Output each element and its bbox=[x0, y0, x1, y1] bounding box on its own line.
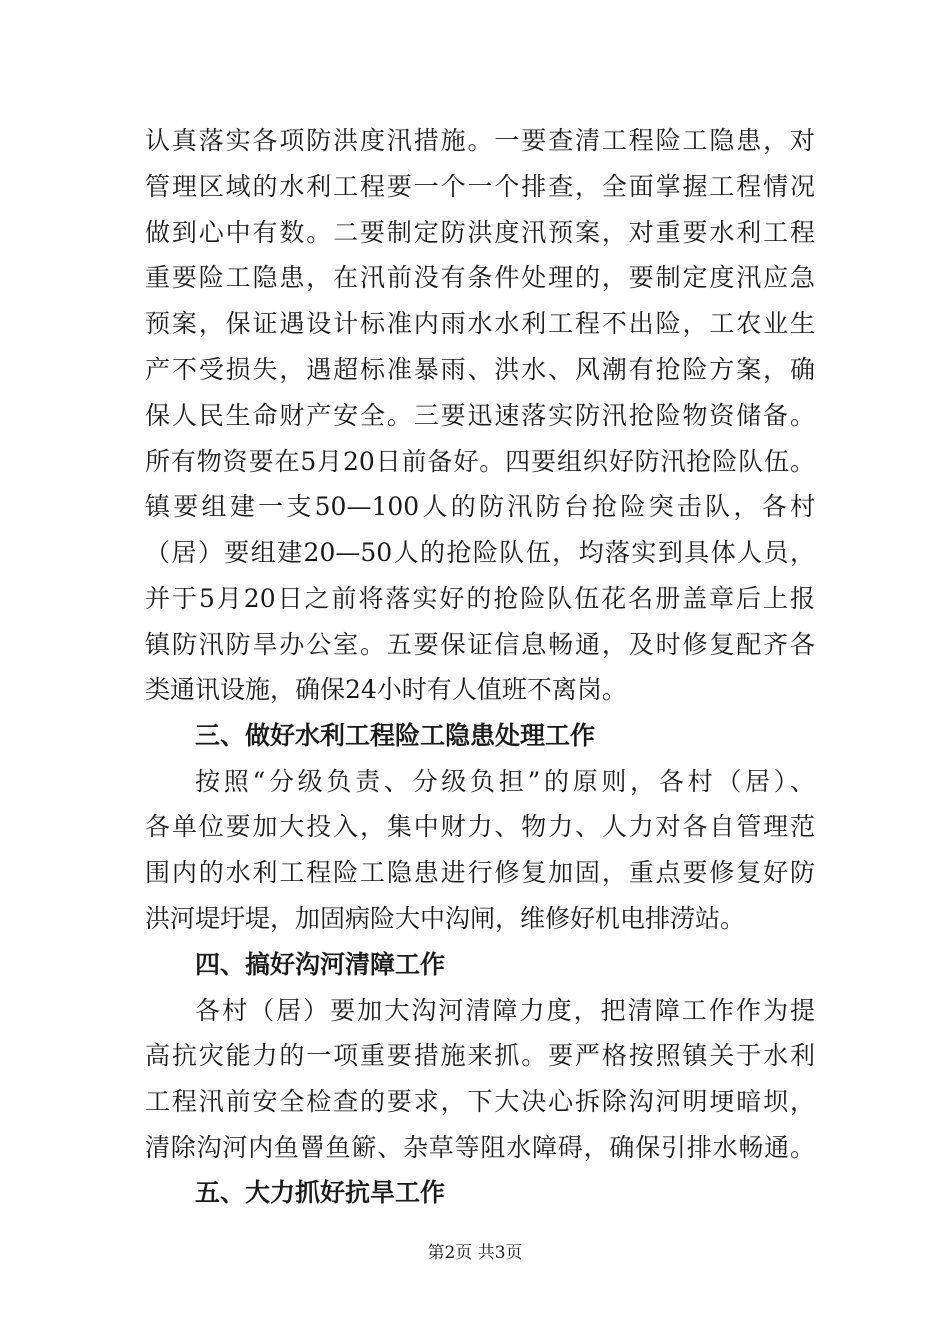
paragraph-line: 工程汛前安全检查的要求，下大决心拆除沟河明埂暗坝， bbox=[145, 1087, 815, 1116]
page-number: 第2页 共3页 bbox=[427, 1243, 523, 1263]
paragraph-line: 管理区域的水利工程要一个一个排查，全面掌握工程情况 bbox=[145, 172, 815, 201]
paragraph-line: 产不受损失，遇超标准暴雨、洪水、风潮有抢险方案，确 bbox=[145, 355, 815, 384]
paragraph-line: 清除沟河内鱼罾鱼簖、杂草等阻水障碍，确保引排水畅通。 bbox=[145, 1133, 815, 1162]
paragraph-line: 预案，保证遇设计标准内雨水水利工程不出险，工农业生 bbox=[145, 309, 815, 338]
paragraph-line: 镇要组建一支50—100人的防汛防台抢险突击队，各村 bbox=[145, 492, 815, 521]
paragraph-line: （居）要组建20—50人的抢险队伍，均落实到具体人员， bbox=[145, 538, 815, 567]
section-heading: 三、做好水利工程险工隐患处理工作 bbox=[195, 721, 596, 750]
paragraph-line: 各单位要加大投入，集中财力、物力、人力对各自管理范 bbox=[145, 812, 815, 841]
paragraph-line: 重要险工隐患，在汛前没有条件处理的，要制定度汛应急 bbox=[145, 263, 815, 292]
paragraph-line: 围内的水利工程险工隐患进行修复加固，重点要修复好防 bbox=[145, 858, 815, 887]
section-heading: 四、搞好沟河清障工作 bbox=[195, 950, 446, 979]
paragraph-line: 洪河堤圩堤，加固病险大中沟闸，维修好机电排涝站。 bbox=[145, 904, 746, 933]
section-heading: 五、大力抓好抗旱工作 bbox=[195, 1178, 446, 1207]
paragraph-line: 镇防汛防旱办公室。五要保证信息畅通，及时修复配齐各 bbox=[145, 630, 815, 659]
paragraph-line: 类通讯设施，确保24小时有人值班不离岗。 bbox=[145, 675, 627, 704]
paragraph-line: 保人民生命财产安全。三要迅速落实防汛抢险物资储备。 bbox=[145, 401, 815, 430]
paragraph-line: 高抗灾能力的一项重要措施来抓。要严格按照镇关于水利 bbox=[145, 1041, 815, 1070]
paragraph-line: 所有物资要在5月20日前备好。四要组织好防汛抢险队伍。 bbox=[145, 447, 815, 476]
paragraph-line: 各村（居）要加大沟河清障力度，把清障工作作为提 bbox=[195, 996, 815, 1025]
paragraph-line: 认真落实各项防洪度汛措施。一要查清工程险工隐患，对 bbox=[145, 126, 815, 155]
paragraph-line: 做到心中有数。二要制定防洪度汛预案，对重要水利工程 bbox=[145, 218, 815, 247]
paragraph-line: 并于5月20日之前将落实好的抢险队伍花名册盖章后上报 bbox=[145, 584, 815, 613]
paragraph-line: 按照“分级负责、分级负担”的原则，各村（居）、 bbox=[195, 767, 815, 796]
